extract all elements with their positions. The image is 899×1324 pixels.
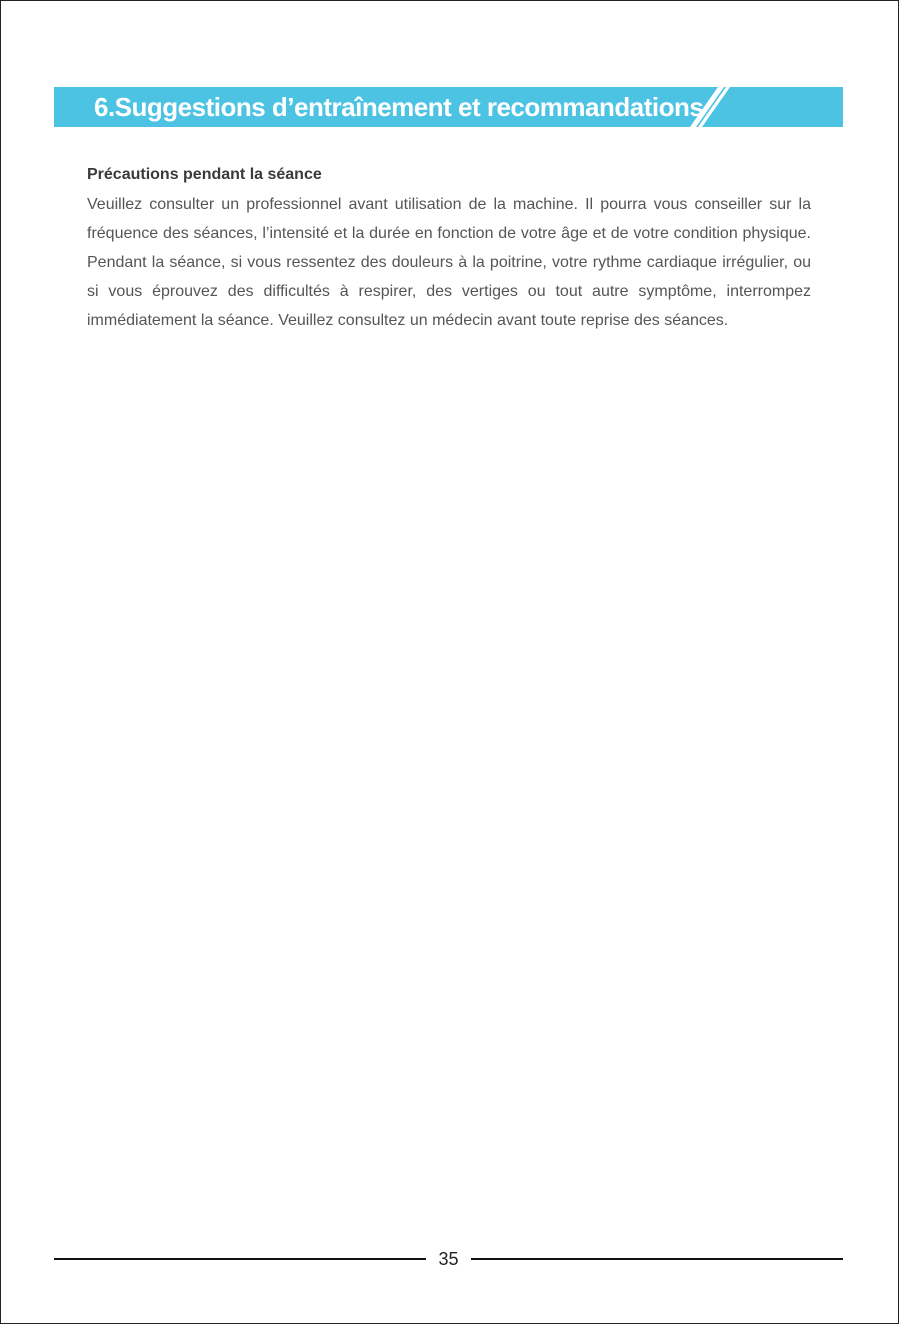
page-title: 6.Suggestions d’entraînement et recommandations: [94, 92, 704, 122]
precautions-section: [87, 162, 811, 335]
section-paragraph: Veuillez consulter un professionnel avant utilisation de la machine. Il pourra vous conseiller sur la fréquence des séances, l’intensité et la durée en fonction de votre âge et de votre condition physique. Pendant la séance, si vous ressentez des douleurs à la poitrine, votre rythme cardiaque irrégulier, ou si vous éprouvez des difficultés à respirer, des vertiges ou tout autre symptôme, interrompez immédiatement la séance. Veuillez consultez un médecin avant toute reprise des séances.: [87, 196, 811, 329]
page-number: 35: [438, 1249, 459, 1269]
footer-rule-right: [471, 1258, 843, 1260]
footer-rule-left: [54, 1258, 426, 1260]
slash-chevron-icon: [690, 87, 740, 127]
section-header-bar: [54, 87, 843, 127]
section-heading: Précautions pendant la séance: [87, 166, 322, 183]
